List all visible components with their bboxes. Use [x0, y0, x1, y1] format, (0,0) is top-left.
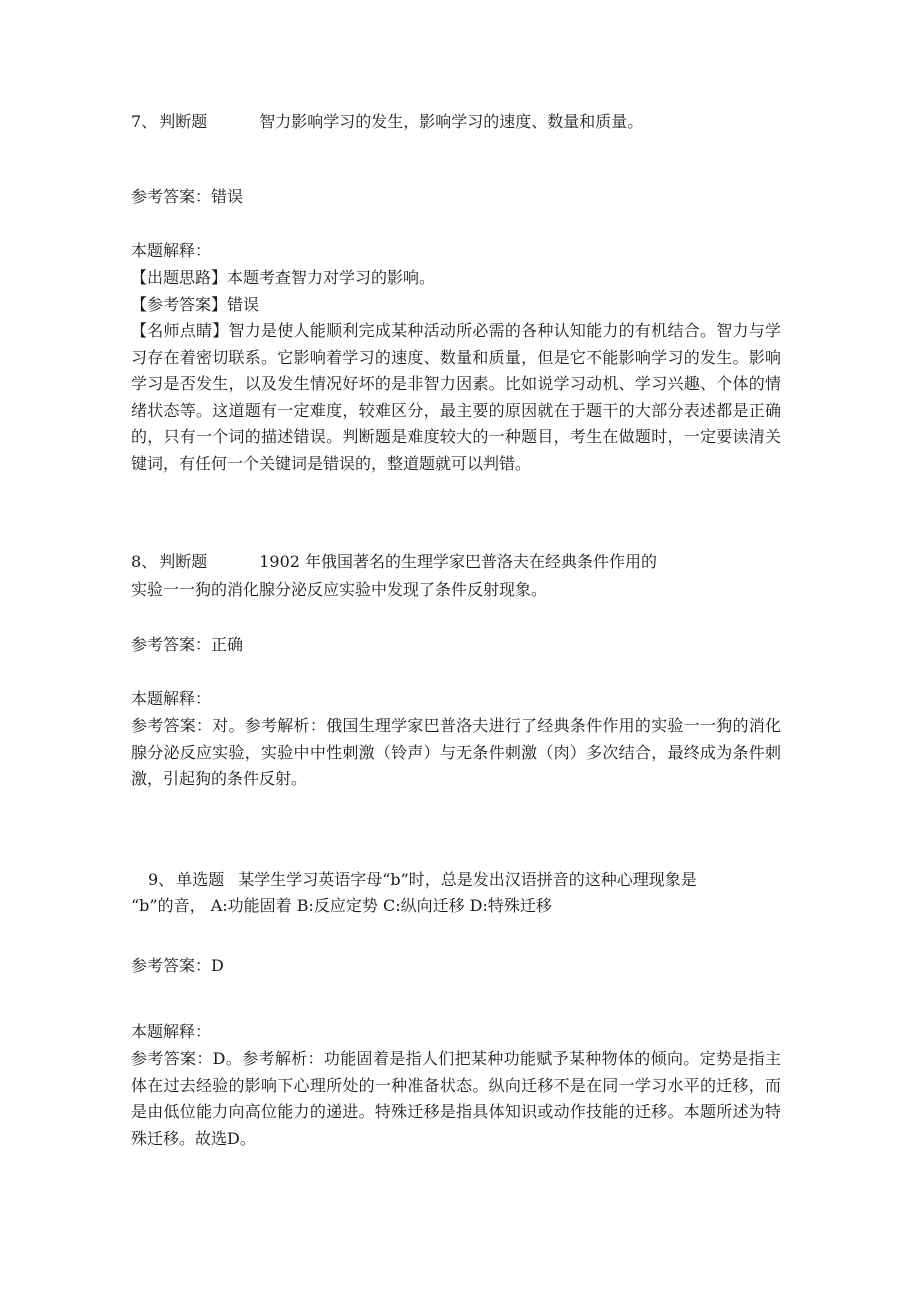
question-9-explain-label: 本题解释： [131, 1022, 212, 1041]
question-stem: 智力影响学习的发生，影响学习的速度、数量和质量。 [259, 112, 644, 131]
question-9-answer [131, 954, 224, 978]
question-8-stem-continued: 实验一一狗的消化腺分泌反应实验中发现了条件反射现象。 [131, 580, 548, 599]
explanation-line: 【出题思路】本题考查智力对学习的影响。 [131, 268, 436, 287]
question-number: 8、 [131, 552, 158, 571]
question-type: 单选题 [176, 870, 225, 889]
explanation-line: 参考答案：对。参考解析：俄国生理学家巴普洛夫进行了经典条件作用的实验一一狗的消化腺分泌反应实验，实验中中性刺激（铃声）与无条件刺激（肉）多次结合，最终成为条件刺激，引起狗的条件反射。 [131, 716, 781, 788]
question-7-answer [131, 185, 243, 209]
question-9-stem-continued: “b”的音， A:功能固着 B:反应定势 C:纵向迁移 D:特殊迁移 [131, 896, 552, 915]
question-number: 7、 [131, 112, 158, 131]
question-7-explanation [131, 265, 781, 477]
question-type: 判断题 [159, 552, 208, 571]
answer-value: 错误 [211, 187, 244, 206]
answer-value: D [211, 956, 224, 975]
question-stem: 1902 年俄国著名的生理学家巴普洛夫在经典条件作用的 [259, 552, 658, 571]
question-7-explain-label: 本题解释： [131, 241, 212, 260]
question-8-answer [131, 633, 243, 657]
question-9-explanation [131, 1046, 781, 1152]
question-7-header [131, 110, 643, 134]
answer-label: 参考答案： [131, 635, 212, 654]
question-8-explain-label: 本题解释： [131, 689, 212, 708]
question-stem: 某学生学习英语字母“b”时，总是发出汉语拼音的这种心理现象是 [238, 870, 697, 889]
answer-label: 参考答案： [131, 187, 212, 206]
question-number: 9、 [148, 870, 175, 889]
answer-label: 参考答案： [131, 956, 212, 975]
question-type: 判断题 [159, 112, 208, 131]
question-8-header [131, 550, 657, 574]
answer-value: 正确 [211, 635, 244, 654]
question-8-explanation [131, 713, 781, 793]
explanation-line: 【参考答案】错误 [131, 294, 260, 314]
question-9-header [148, 868, 697, 892]
explanation-line: 参考答案：D。参考解析：功能固着是指人们把某种功能赋予某种物体的倾向。定势是指主体在过去经验的影响下心理所处的一种准备状态。纵向迁移不是在同一学习水平的迁移，而是由低位能力向高位能力的递进。特殊迁移是指具体知识或动作技能的迁移。本题所述为特殊迁移。故选D。 [131, 1049, 781, 1148]
explanation-line: 【名师点睛】智力是使人能顺利完成某种活动所必需的各种认知能力的有机结合。智力与学习存在着密切联系。它影响着学习的速度、数量和质量，但是它不能影响学习的发生。影响学习是否发生，以及发生情况好坏的是非智力因素。比如说学习动机、学习兴趣、个体的情绪状态等。这道题有一定难度，较难区分，最主要的原因就在于题干的大部分表述都是正确的，只有一个词的描述错误。判断题是难度较大的一种题目，考生在做题时，一定要读清关键词，有任何一个关键词是错误的，整道题就可以判错。 [131, 321, 781, 473]
